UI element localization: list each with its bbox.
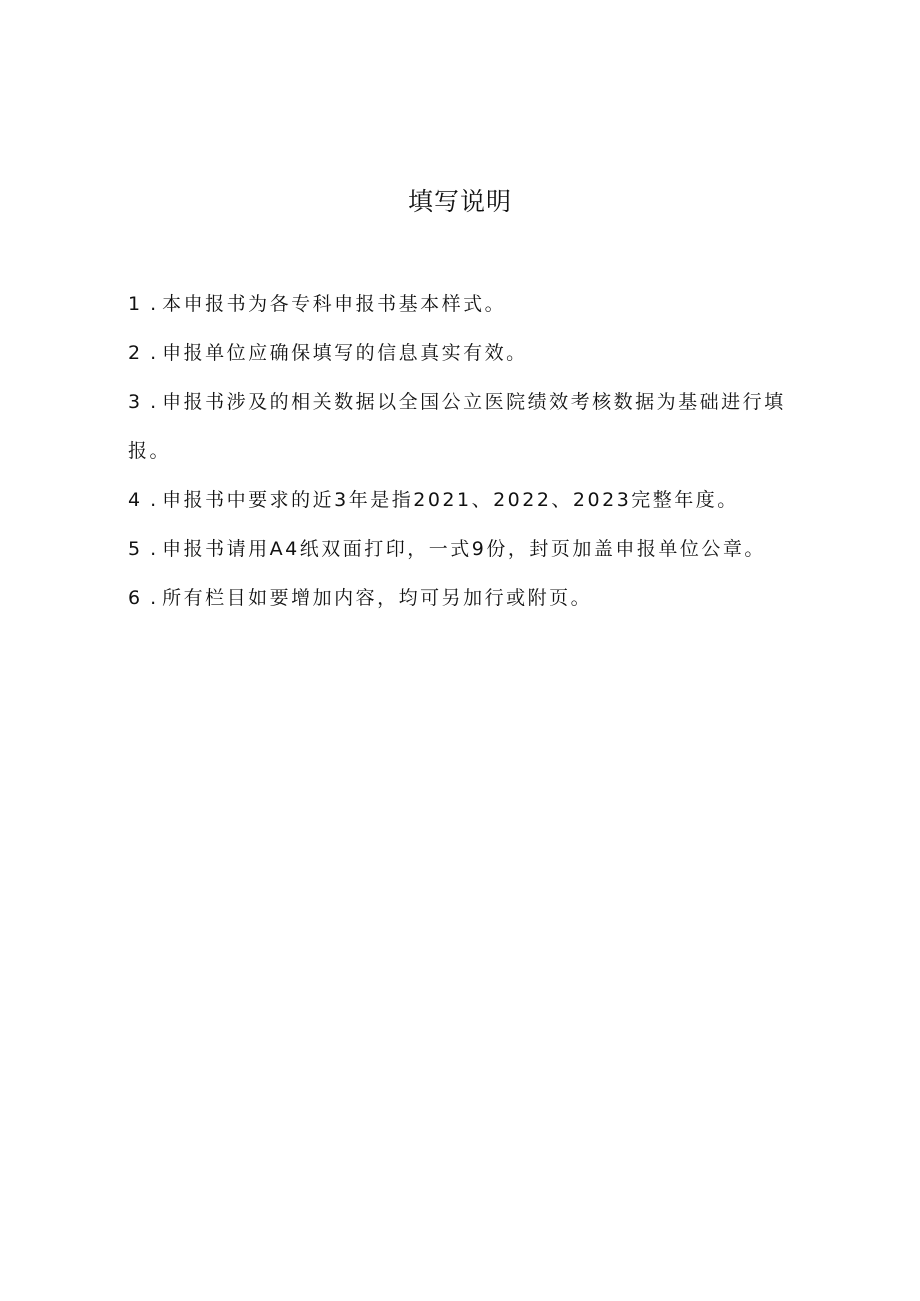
item-separator: . <box>150 587 157 609</box>
instruction-item-6 <box>128 574 808 623</box>
instruction-item-2 <box>128 329 808 378</box>
item-text: 所有栏目如要增加内容，均可另加行或附页。 <box>162 587 593 609</box>
page-title: 填写说明 <box>407 187 512 216</box>
item-number: 5 <box>128 538 141 560</box>
item-separator: . <box>150 293 157 315</box>
instruction-item-4 <box>128 476 808 525</box>
item-number: 3 <box>128 391 141 413</box>
instruction-item-5 <box>128 525 808 574</box>
item-number: 2 <box>128 342 141 364</box>
instruction-item-1 <box>128 280 808 329</box>
item-text: 申报书涉及的相关数据以全国公立医院绩效考核数据为基础进行填报。 <box>128 391 786 462</box>
item-text: 申报书中要求的近3年是指2021、2022、2023完整年度。 <box>162 489 739 511</box>
instruction-item-3 <box>128 378 808 476</box>
item-text: 申报书请用A4纸双面打印，一式9份，封页加盖申报单位公章。 <box>162 538 766 560</box>
item-separator: . <box>150 391 157 413</box>
item-number: 6 <box>128 587 141 609</box>
item-separator: . <box>150 538 157 560</box>
item-text: 本申报书为各专科申报书基本样式。 <box>162 293 507 315</box>
item-number: 4 <box>128 489 141 511</box>
item-separator: . <box>150 342 157 364</box>
item-number: 1 <box>128 293 141 315</box>
item-text: 申报单位应确保填写的信息真实有效。 <box>162 342 528 364</box>
item-separator: . <box>150 489 157 511</box>
instruction-list <box>128 280 808 623</box>
